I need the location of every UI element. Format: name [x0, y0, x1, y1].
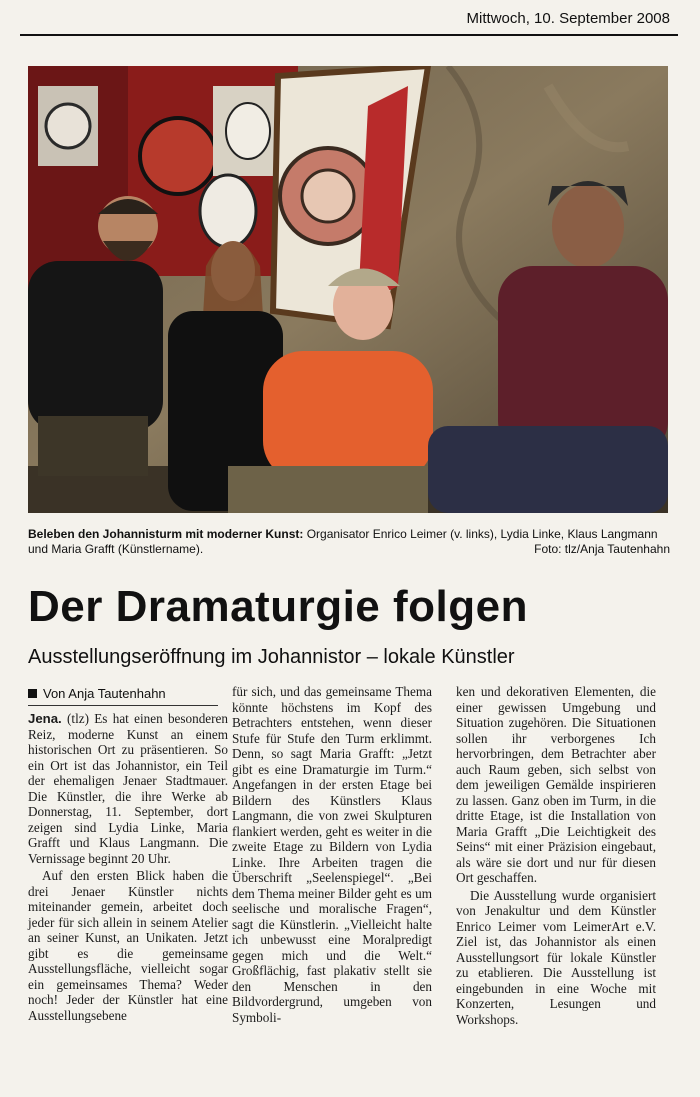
caption-lead: Beleben den Johannisturm mit moderner Kunst:: [28, 527, 304, 541]
article-subheadline: Ausstellungseröffnung im Johannistor – lokale Künstler: [28, 646, 515, 668]
article-column-2: [232, 684, 432, 1025]
photo-credit: Foto: tlz/Anja Tautenhahn: [534, 542, 670, 556]
byline-square-icon: [28, 689, 37, 698]
column-3-paragraph-1: ken und dekorativen Elementen, die einer gewissen Umgebung und Situation zugehören. Die Situationen sollen ihr verborgenes Ich hervorbringen, dem Betrachter aber auch Raum geben, sich selbst von dem jeweiligen Gemälde inspirieren zu lassen. Ganz oben im Turm, in die dritte Etage, ist die Installation von Maria Grafft „Die Leichtigkeit des Seins“ mit einer Präzision eingebaut, als wäre sie dort und nur für diesen Ort geschaffen.: [456, 684, 656, 885]
article-column-3: [456, 684, 656, 1027]
column-2-paragraph-1: für sich, und das gemeinsame Thema könnte höchstens im Kopf des Betrachters entstehen, wenn dieser Stufe für Stufe den Turm erklimmt. Denn, so sagt Maria Grafft: „Jetzt gibt es eine Dramaturgie im Turm.“ Angefangen in der ersten Etage bei Bildern des Künstlers Klaus Langmann, die von zwei Skulpturen flankiert werden, geht es weiter in die zweite Etage zu Bildern von Lydia Linke. Ihre Arbeiten tragen die Überschrift „Seelenspiegel“. „Bei dem Thema meiner Bilder geht es um seelische und moralische Fragen“, sagt die Künstlerin. „Vielleicht halte ich unbewusst eine Moralpredigt gegen mich und die Welt.“ Großflächig, fast plakativ stellt sie den Menschen in den Bildvordergrund, umgeben von Symboli-: [232, 684, 432, 1025]
issue-date: Mittwoch, 10. September 2008: [466, 10, 670, 27]
byline: [28, 686, 218, 706]
header-rule: [20, 34, 678, 36]
article-headline: Der Dramaturgie folgen: [28, 582, 528, 631]
article-column-1: [28, 711, 228, 1023]
byline-text: Von Anja Tautenhahn: [43, 686, 166, 701]
photo-illustration: [28, 66, 668, 513]
column-1-paragraph-1-text: (tlz) Es hat einen besonderen Reiz, moderne Kunst an einem historischen Ort zu präsentieren. So ein Ort ist das Johannistor, ein Teil der ehemaligen Jenaer Stadtmauer. Die Künstler, die ihre Werke ab Donnerstag, 11. September, dort zeigen sind Lydia Linke, Maria Grafft und Klaus Langmann. Die Vernissage beginnt 20 Uhr.: [28, 711, 228, 866]
column-3-paragraph-2: Die Ausstellung wurde organisiert von Jenakultur und dem Künstler Enrico Leimer vom LeimerArt e.V. Ziel ist, das Johannistor als einen Ausstellungsort für lokale Künstler zu etablieren. Die Ausstellung ist eingebunden in eine Woche mit Konzerten, Lesungen und Workshops.: [456, 887, 656, 1027]
dateline-location: Jena.: [28, 711, 62, 726]
column-1-paragraph-2: Auf den ersten Blick haben die drei Jenaer Künstler nichts miteinander gemein, arbeitet doch jeder für sich allein in seinem Atelier an seiner Kunst, an Unikaten. Jetzt gibt es die gemeinsame Ausstellungsfläche, vielleicht sogar ein gemeinsames Thema? Weder noch! Jeder der Künstler hat eine Ausstellungsebene: [28, 868, 228, 1023]
article-photo: [28, 66, 668, 513]
caption-text: Organisator Enrico Leimer (v. links), Lydia Linke, Klaus Langmann und Maria Grafft (Künstlername).: [28, 527, 658, 556]
column-1-paragraph-1: [28, 711, 228, 866]
